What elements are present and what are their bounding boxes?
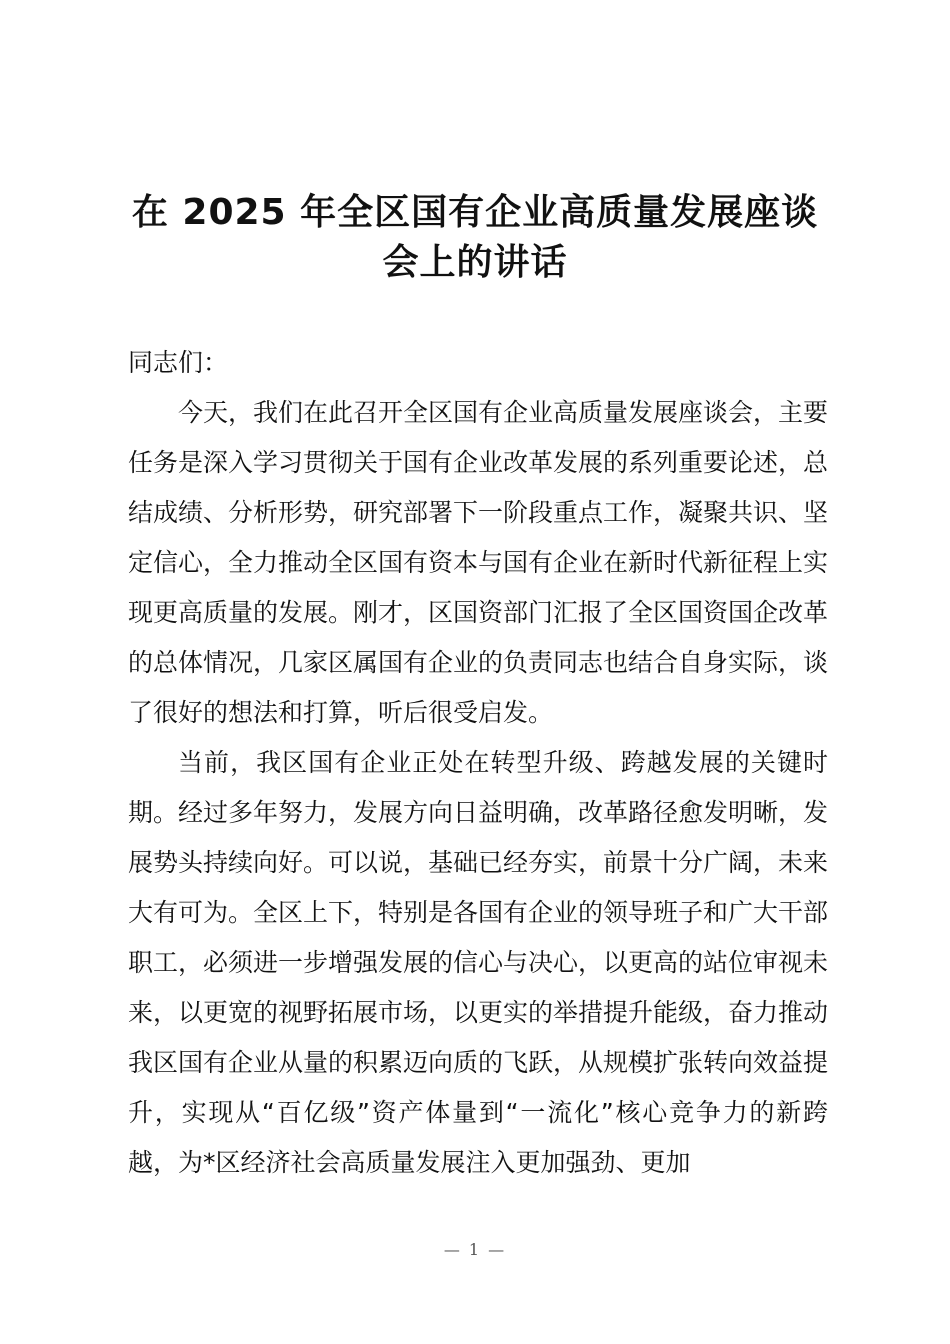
page-number: — 1 — bbox=[443, 1240, 507, 1259]
paragraph-1: 今天，我们在此召开全区国有企业高质量发展座谈会，主要任务是深入学习贯彻关于国有企业改革发展的系列重要论述，总结成绩、分析形势，研究部署下一阶段重点工作，凝聚共识、坚定信心，全力推动全区国有资本与国有企业在新时代新征程上实现更高质量的发展。刚才，区国资部门汇报了全区国资国企改革的总体情况，几家区属国有企业的负责同志也结合自身实际，谈了很好的想法和打算，听后很受启发。 bbox=[128, 398, 829, 727]
document-title-line-1: 在 2025 年全区国有企业高质量发展座谈 bbox=[131, 192, 819, 233]
paragraph-2: 当前，我区国有企业正处在转型升级、跨越发展的关键时期。经过多年努力，发展方向日益明确，改革路径愈发明晰，发展势头持续向好。可以说，基础已经夯实，前景十分广阔，未来大有可为。全区上下，特别是各国有企业的领导班子和广大干部职工，必须进一步增强发展的信心与决心，以更高的站位审视未来，以更宽的视野拓展市场，以更实的举措提升能级，奋力推动我区国有企业从量的积累迈向质的飞跃，从规模扩张转向效益提升，实现从“百亿级”资产体量到“一流化”核心竞争力的新跨越，为*区经济社会高质量发展注入更加强劲、更加 bbox=[128, 748, 829, 1177]
document-title-line-2: 会上的讲话 bbox=[382, 242, 568, 283]
greeting: 同志们： bbox=[128, 348, 229, 377]
